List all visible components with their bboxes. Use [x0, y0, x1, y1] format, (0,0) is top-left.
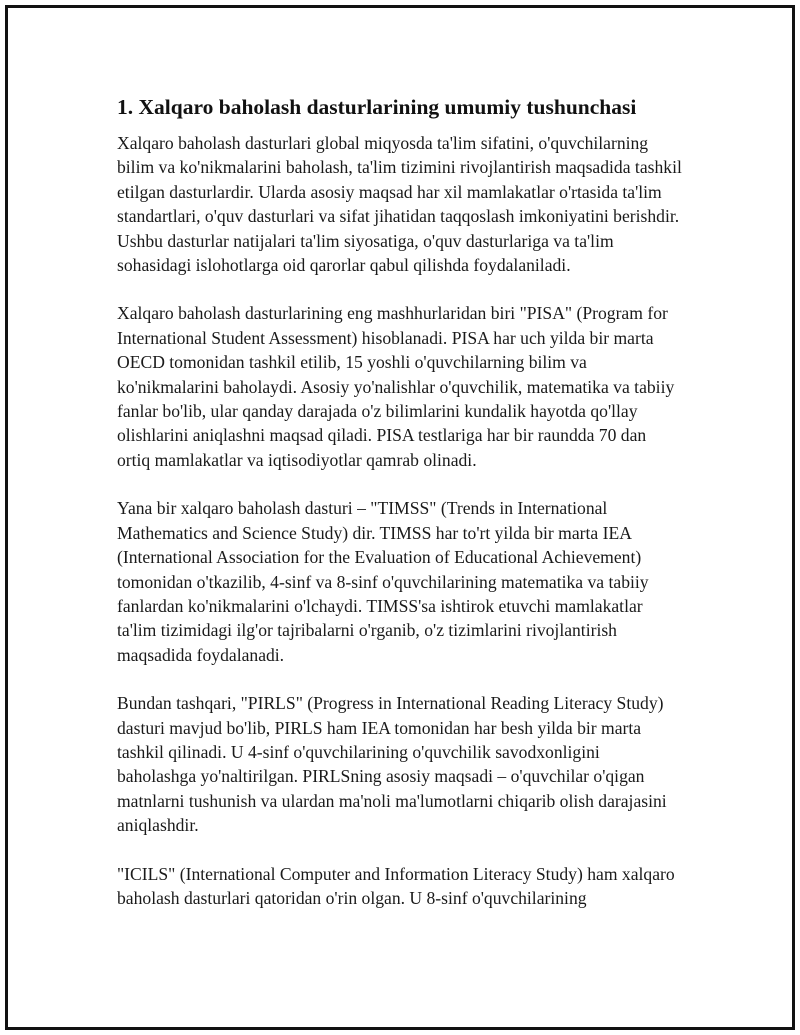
paragraph-overview: Xalqaro baholash dasturlari global miqyosda ta'lim sifatini, o'quvchilarning bilim va ko'nikmalarini baholash, ta'lim tizimini rivojlantirish maqsadida tashkil etilgan dasturlardir. Ularda asosiy maqsad har xil mamlakatlar o'rtasida ta'lim standartlari, o'quv dasturlari va sifat jihatidan taqqoslash imkoniyatini berishdir. Ushbu dasturlar natijalari ta'lim siyosatiga, o'quv dasturlariga va ta'lim sohasidagi islohotlarga oid qarorlar qabul qilishda foydalaniladi.: [117, 133, 682, 276]
paragraph-pisa: Xalqaro baholash dasturlarining eng mashhurlaridan biri "PISA" (Program for International Student Assessment) hisoblanadi. PISA har uch yilda bir marta OECD tomonidan tashkil etilib, 15 yoshli o'quvchilarning bilim va ko'nikmalarini baholaydi. Asosiy yo'nalishlar o'quvchilik, matematika va tabiiy fanlar bo'lib, ular qanday darajada o'z bilimlarini kundalik hayotda qo'llay olishlarini aniqlashni maqsad qiladi. PISA testlariga har bir raundda 70 dan ortiq mamlakatlar va iqtisodiyotlar qamrab olinadi.: [117, 303, 675, 470]
paragraph-icils: "ICILS" (International Computer and Information Literacy Study) ham xalqaro baholash dasturlari qatoridan o'rin olgan. U 8-sinf o'quvchilarining: [117, 863, 675, 908]
document-body: [117, 92, 683, 934]
paragraph-timss: Yana bir xalqaro baholash dasturi – "TIMSS" (Trends in International Mathematics and Science Study) dir. TIMSS har to'rt yilda bir marta IEA (International Association for the Evaluation of Educational Achievement) tomonidan o'tkazilib, 4-sinf va 8-sinf o'quvchilarining matematika va tabiiy fanlardan ko'nikmalarini o'lchaydi. TIMSS'sa ishtirok etuvchi mamlakatlar ta'lim tizimidagi ilg'or tajribalarni o'rganib, o'z tizimlarini rivojlantirish maqsadida foydalanadi.: [117, 498, 649, 665]
paragraph-pirls: Bundan tashqari, "PIRLS" (Progress in International Reading Literacy Study) dasturi mavjud bo'lib, PIRLS ham IEA tomonidan har besh yilda bir marta tashkil qilinadi. U 4-sinf o'quvchilarining o'quvchilik savodxonligini baholashga yo'naltirilgan. PIRLSning asosiy maqsadi – o'quvchilar o'qigan matnlarni tushunish va ulardan ma'noli ma'lumotlarni chiqarib olish darajasini aniqlashdir.: [117, 693, 667, 836]
section-heading: 1. Xalqaro baholash dasturlarining umumiy tushunchasi: [117, 95, 637, 119]
